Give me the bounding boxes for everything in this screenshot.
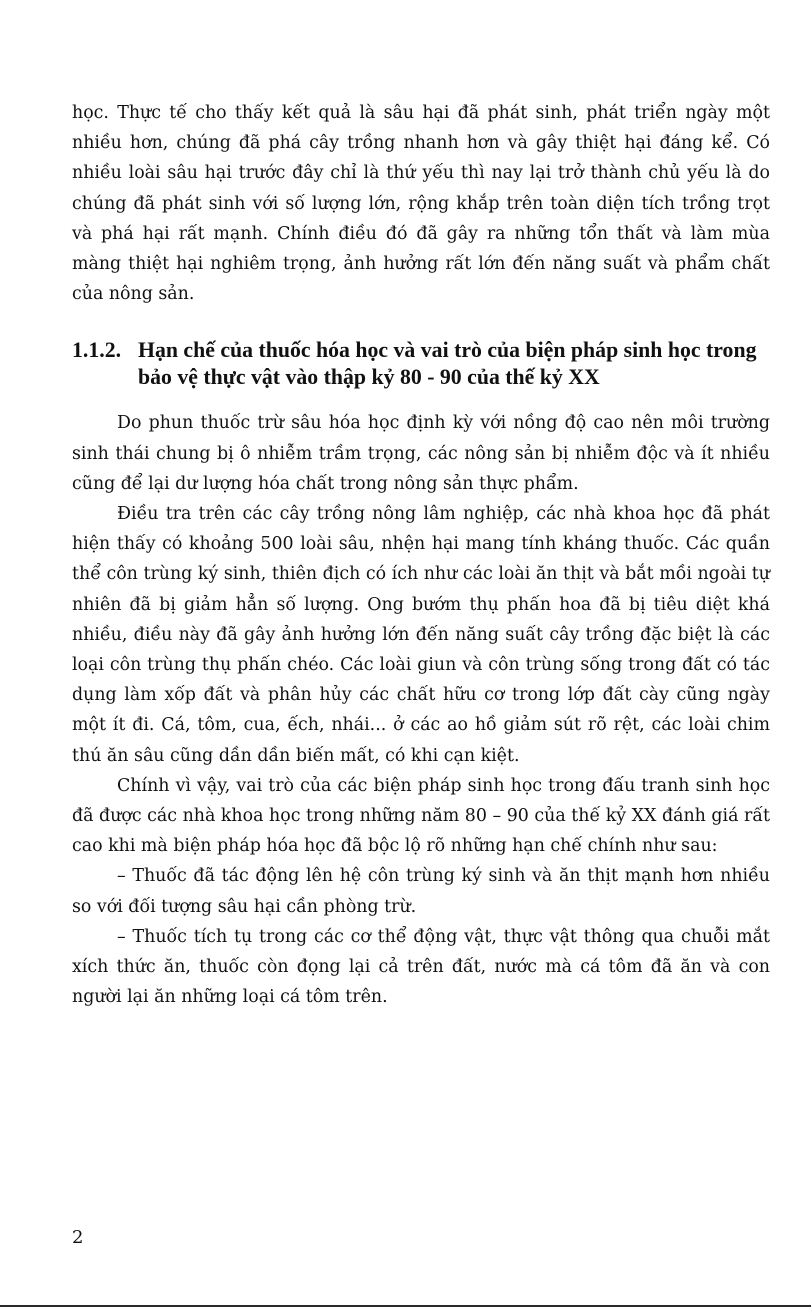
section-number: 1.1.2. bbox=[72, 338, 122, 363]
book-page-content bbox=[72, 98, 770, 1012]
section-title: Hạn chế của thuốc hóa học và vai trò của biện pháp sinh học trong bảo vệ thực vật vào thập kỷ 80 - 90 của thế kỷ XX bbox=[138, 338, 757, 390]
bullet-paragraph: – Thuốc tích tụ trong các cơ thể động vật, thực vật thông qua chuỗi mắt xích thức ăn, thuốc còn đọng lại cả trên đất, nước mà cá tôm đã ăn và con người lại ăn những loại cá tôm trên. bbox=[72, 926, 770, 1008]
page-bottom-rule bbox=[0, 1305, 811, 1307]
bullet-paragraph: – Thuốc đã tác động lên hệ côn trùng ký sinh và ăn thịt mạnh hơn nhiều so với đối tượng sâu hại cần phòng trừ. bbox=[72, 866, 770, 917]
section-heading bbox=[72, 337, 770, 391]
body-paragraph: Điều tra trên các cây trồng nông lâm nghiệp, các nhà khoa học đã phát hiện thấy có khoảng 500 loài sâu, nhện hại mang tính kháng thuốc. Các quần thể côn trùng ký sinh, thiên địch có ích như các loài ăn thịt và bắt mồi ngoài tự nhiên đã bị giảm hẳn số lượng. Ong bướm thụ phấn hoa đã bị tiêu diệt khá nhiều, điều này đã gây ảnh hưởng lớn đến năng suất cây trồng đặc biệt là các loại côn trùng thụ phấn chéo. Các loài giun và côn trùng sống trong đất có tác dụng làm xốp đất và phân hủy các chất hữu cơ trong lớp đất cày cũng ngày một ít đi. Cá, tôm, cua, ếch, nhái... ở các ao hồ giảm sút rõ rệt, các loài chim thú ăn sâu cũng dần dần biến mất, có khi cạn kiệt. bbox=[72, 504, 770, 766]
body-paragraph: Chính vì vậy, vai trò của các biện pháp sinh học trong đấu tranh sinh học đã được các nhà khoa học trong những năm 80 – 90 của thế kỷ XX đánh giá rất cao khi mà biện pháp hóa học đã bộc lộ rõ những hạn chế chính như sau: bbox=[72, 775, 770, 857]
body-paragraph: học. Thực tế cho thấy kết quả là sâu hại đã phát sinh, phát triển ngày một nhiều hơn, chúng đã phá cây trồng nhanh hơn và gây thiệt hại đáng kể. Có nhiều loài sâu hại trước đây chỉ là thứ yếu thì nay lại trở thành chủ yếu là do chúng đã phát sinh với số lượng lớn, rộng khắp trên toàn diện tích trồng trọt và phá hại rất mạnh. Chính điều đó đã gây ra những tổn thất và làm mùa màng thiệt hại nghiêm trọng, ảnh hưởng rất lớn đến năng suất và phẩm chất của nông sản. bbox=[72, 103, 770, 305]
body-paragraph: Do phun thuốc trừ sâu hóa học định kỳ với nồng độ cao nên môi trường sinh thái chung bị ô nhiễm trầm trọng, các nông sản bị nhiễm độc và ít nhiều cũng để lại dư lượng hóa chất trong nông sản thực phẩm. bbox=[72, 413, 770, 494]
page-number: 2 bbox=[72, 1227, 84, 1248]
